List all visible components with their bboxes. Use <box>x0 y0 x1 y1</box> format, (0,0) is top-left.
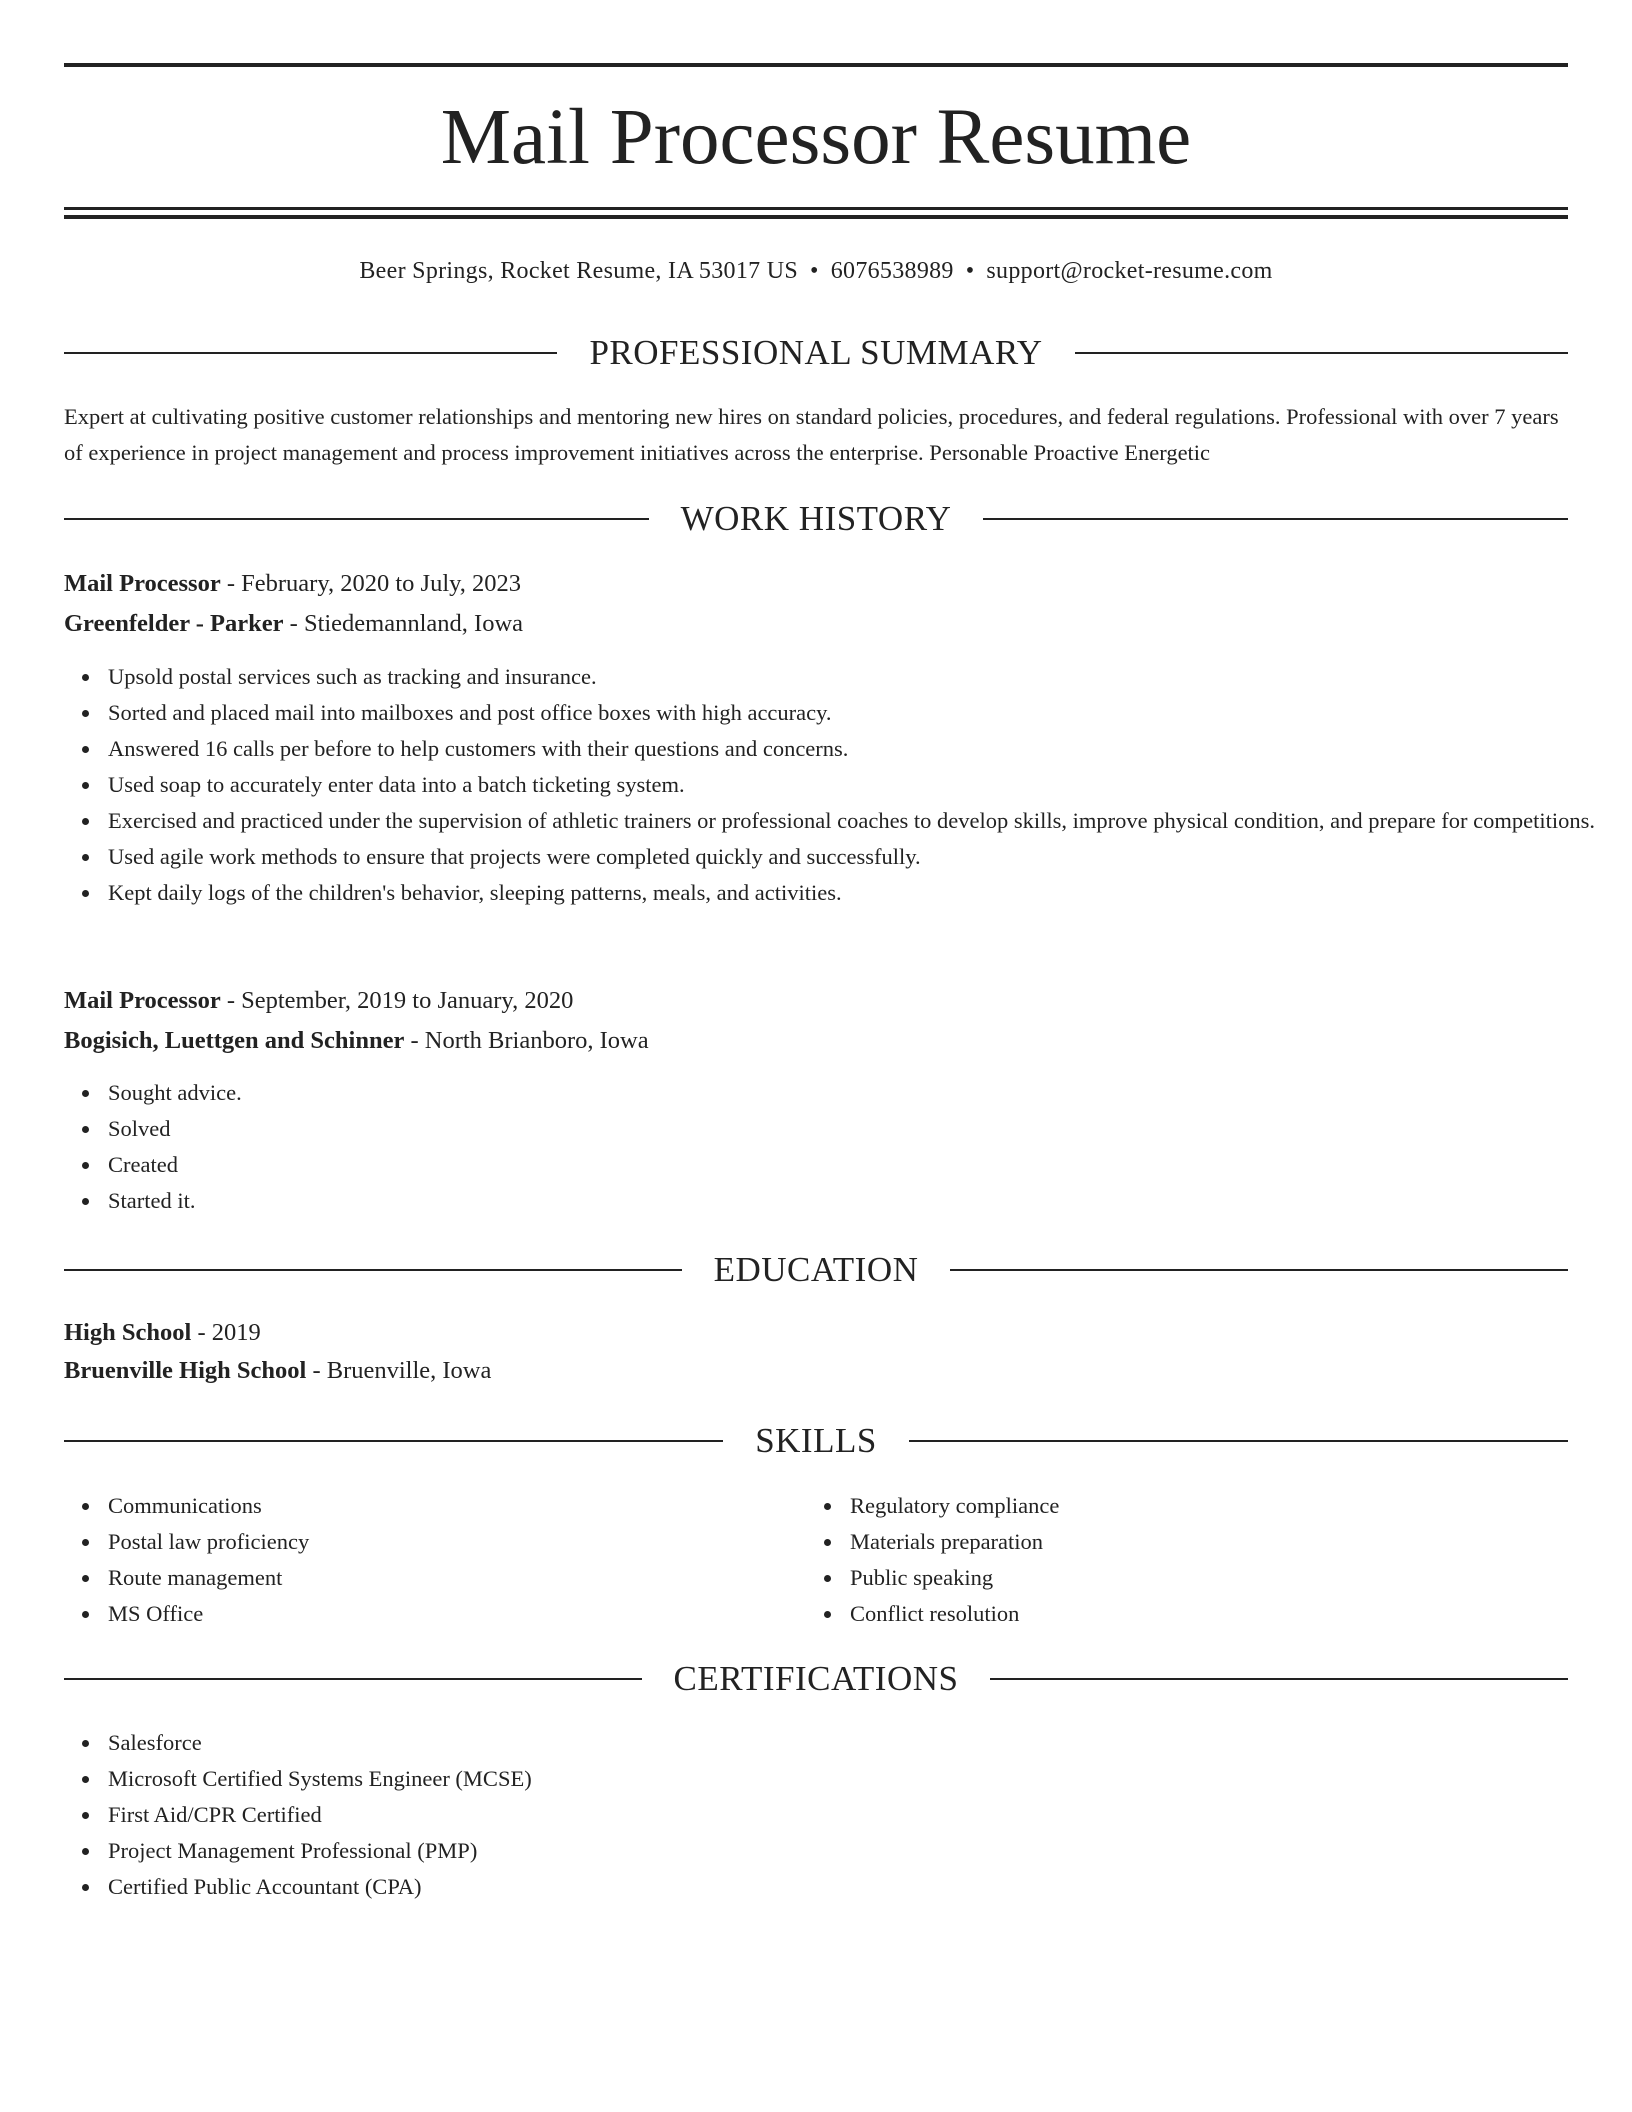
education-year: 2019 <box>211 1319 261 1346</box>
top-rule <box>64 63 1568 67</box>
section-title: PROFESSIONAL SUMMARY <box>589 333 1043 372</box>
job-title: Mail Processor <box>64 987 221 1014</box>
resume-title: Mail Processor Resume <box>440 94 1192 181</box>
section-rule <box>64 352 557 354</box>
list-item: Communications <box>108 1488 808 1524</box>
section-header-education <box>64 1248 1568 1292</box>
job-location: North Brianboro, Iowa <box>424 1027 649 1054</box>
list-item: Used soap to accurately enter data into a batch ticketing system. <box>108 767 1612 803</box>
list-item: Regulatory compliance <box>850 1488 1550 1524</box>
list-item: Solved <box>108 1111 1612 1147</box>
section-title: CERTIFICATIONS <box>673 1659 959 1698</box>
list-item: Answered 16 calls per before to help customers with their questions and concerns. <box>108 731 1612 767</box>
job-location: Stiedemannland, Iowa <box>303 610 524 637</box>
contact-phone: 6076538989 <box>830 258 954 284</box>
list-item: Sorted and placed mail into mailboxes and post office boxes with high accuracy. <box>108 695 1612 731</box>
list-item: Certified Public Accountant (CPA) <box>108 1869 1612 1905</box>
section-rule <box>64 1678 642 1680</box>
list-item: Started it. <box>108 1183 1612 1219</box>
list-item: Exercised and practiced under the supervision of athletic trainers or professional coaches to develop skills, improve physical condition, and prepare for competitions. <box>108 803 1612 839</box>
job-employer: Bogisich, Luettgen and Schinner <box>64 1027 405 1054</box>
list-item: Sought advice. <box>108 1075 1612 1111</box>
skills-list-left <box>64 1488 808 1632</box>
contact-email: support@rocket-resume.com <box>986 258 1273 284</box>
section-rule <box>64 518 649 520</box>
title-rule-lower <box>64 215 1568 219</box>
list-item: Salesforce <box>108 1725 1612 1761</box>
job-dates: February, 2020 to July, 2023 <box>241 570 522 597</box>
education-entry <box>64 1314 1568 1390</box>
section-title: SKILLS <box>755 1421 877 1460</box>
list-item: Kept daily logs of the children's behavior, sleeping patterns, meals, and activities. <box>108 875 1612 911</box>
list-item: Postal law proficiency <box>108 1524 808 1560</box>
list-item: Upsold postal services such as tracking and insurance. <box>108 659 1612 695</box>
section-title: EDUCATION <box>713 1250 919 1289</box>
section-rule <box>64 1269 682 1271</box>
section-rule <box>990 1678 1568 1680</box>
education-school: Bruenville High School <box>64 1357 307 1384</box>
job-employer-line: Greenfelder - Parker - Stiedemannland, Iowa <box>64 610 524 637</box>
education-degree: High School <box>64 1319 192 1346</box>
job-title-line: Mail Processor - September, 2019 to January, 2020 <box>64 987 574 1014</box>
education-school-line: Bruenville High School - Bruenville, Iowa <box>64 1357 492 1384</box>
skills-list-right <box>806 1488 1550 1632</box>
section-rule <box>1075 352 1568 354</box>
job-dates: September, 2019 to January, 2020 <box>241 987 574 1014</box>
section-header-skills <box>64 1419 1568 1463</box>
list-item: Route management <box>108 1560 808 1596</box>
list-item: Microsoft Certified Systems Engineer (MCSE) <box>108 1761 1612 1797</box>
section-header-certifications <box>64 1657 1568 1701</box>
section-rule <box>983 518 1568 520</box>
list-item: Project Management Professional (PMP) <box>108 1833 1612 1869</box>
education-degree-line: High School - 2019 <box>64 1319 261 1346</box>
job-employer-line: Bogisich, Luettgen and Schinner - North Brianboro, Iowa <box>64 1027 649 1054</box>
job-title: Mail Processor <box>64 570 221 597</box>
section-header-summary <box>64 331 1568 375</box>
section-rule <box>909 1440 1568 1442</box>
job-2-heading <box>64 981 1568 1061</box>
contact-line <box>64 254 1568 288</box>
contact-separator: • <box>965 258 975 284</box>
job-2-duties <box>64 1075 1612 1219</box>
section-header-work-history <box>64 497 1568 541</box>
section-rule <box>950 1269 1568 1271</box>
job-1-duties <box>64 659 1612 911</box>
section-rule <box>64 1440 723 1442</box>
job-title-line: Mail Processor - February, 2020 to July, 2023 <box>64 570 522 597</box>
list-item: Conflict resolution <box>850 1596 1550 1632</box>
contact-separator: • <box>810 258 819 284</box>
education-location: Bruenville, Iowa <box>326 1357 492 1384</box>
list-item: Materials preparation <box>850 1524 1550 1560</box>
summary-text: Expert at cultivating positive customer relationships and mentoring new hires on standard policies, procedures, and federal regulations. Professional with over 7 years of experience in project management and process improvement initiatives across the enterprise. Personable Proactive Energetic <box>64 404 1559 465</box>
contact-address: Beer Springs, Rocket Resume, IA 53017 US <box>359 258 799 284</box>
list-item: Created <box>108 1147 1612 1183</box>
job-1-heading <box>64 564 1568 644</box>
list-item: Used agile work methods to ensure that projects were completed quickly and successfully. <box>108 839 1612 875</box>
job-employer: Greenfelder - Parker <box>64 610 284 637</box>
section-title: WORK HISTORY <box>680 499 952 538</box>
list-item: MS Office <box>108 1596 808 1632</box>
title-rule-upper <box>64 207 1568 210</box>
certifications-list <box>64 1725 1612 1905</box>
list-item: First Aid/CPR Certified <box>108 1797 1612 1833</box>
list-item: Public speaking <box>850 1560 1550 1596</box>
